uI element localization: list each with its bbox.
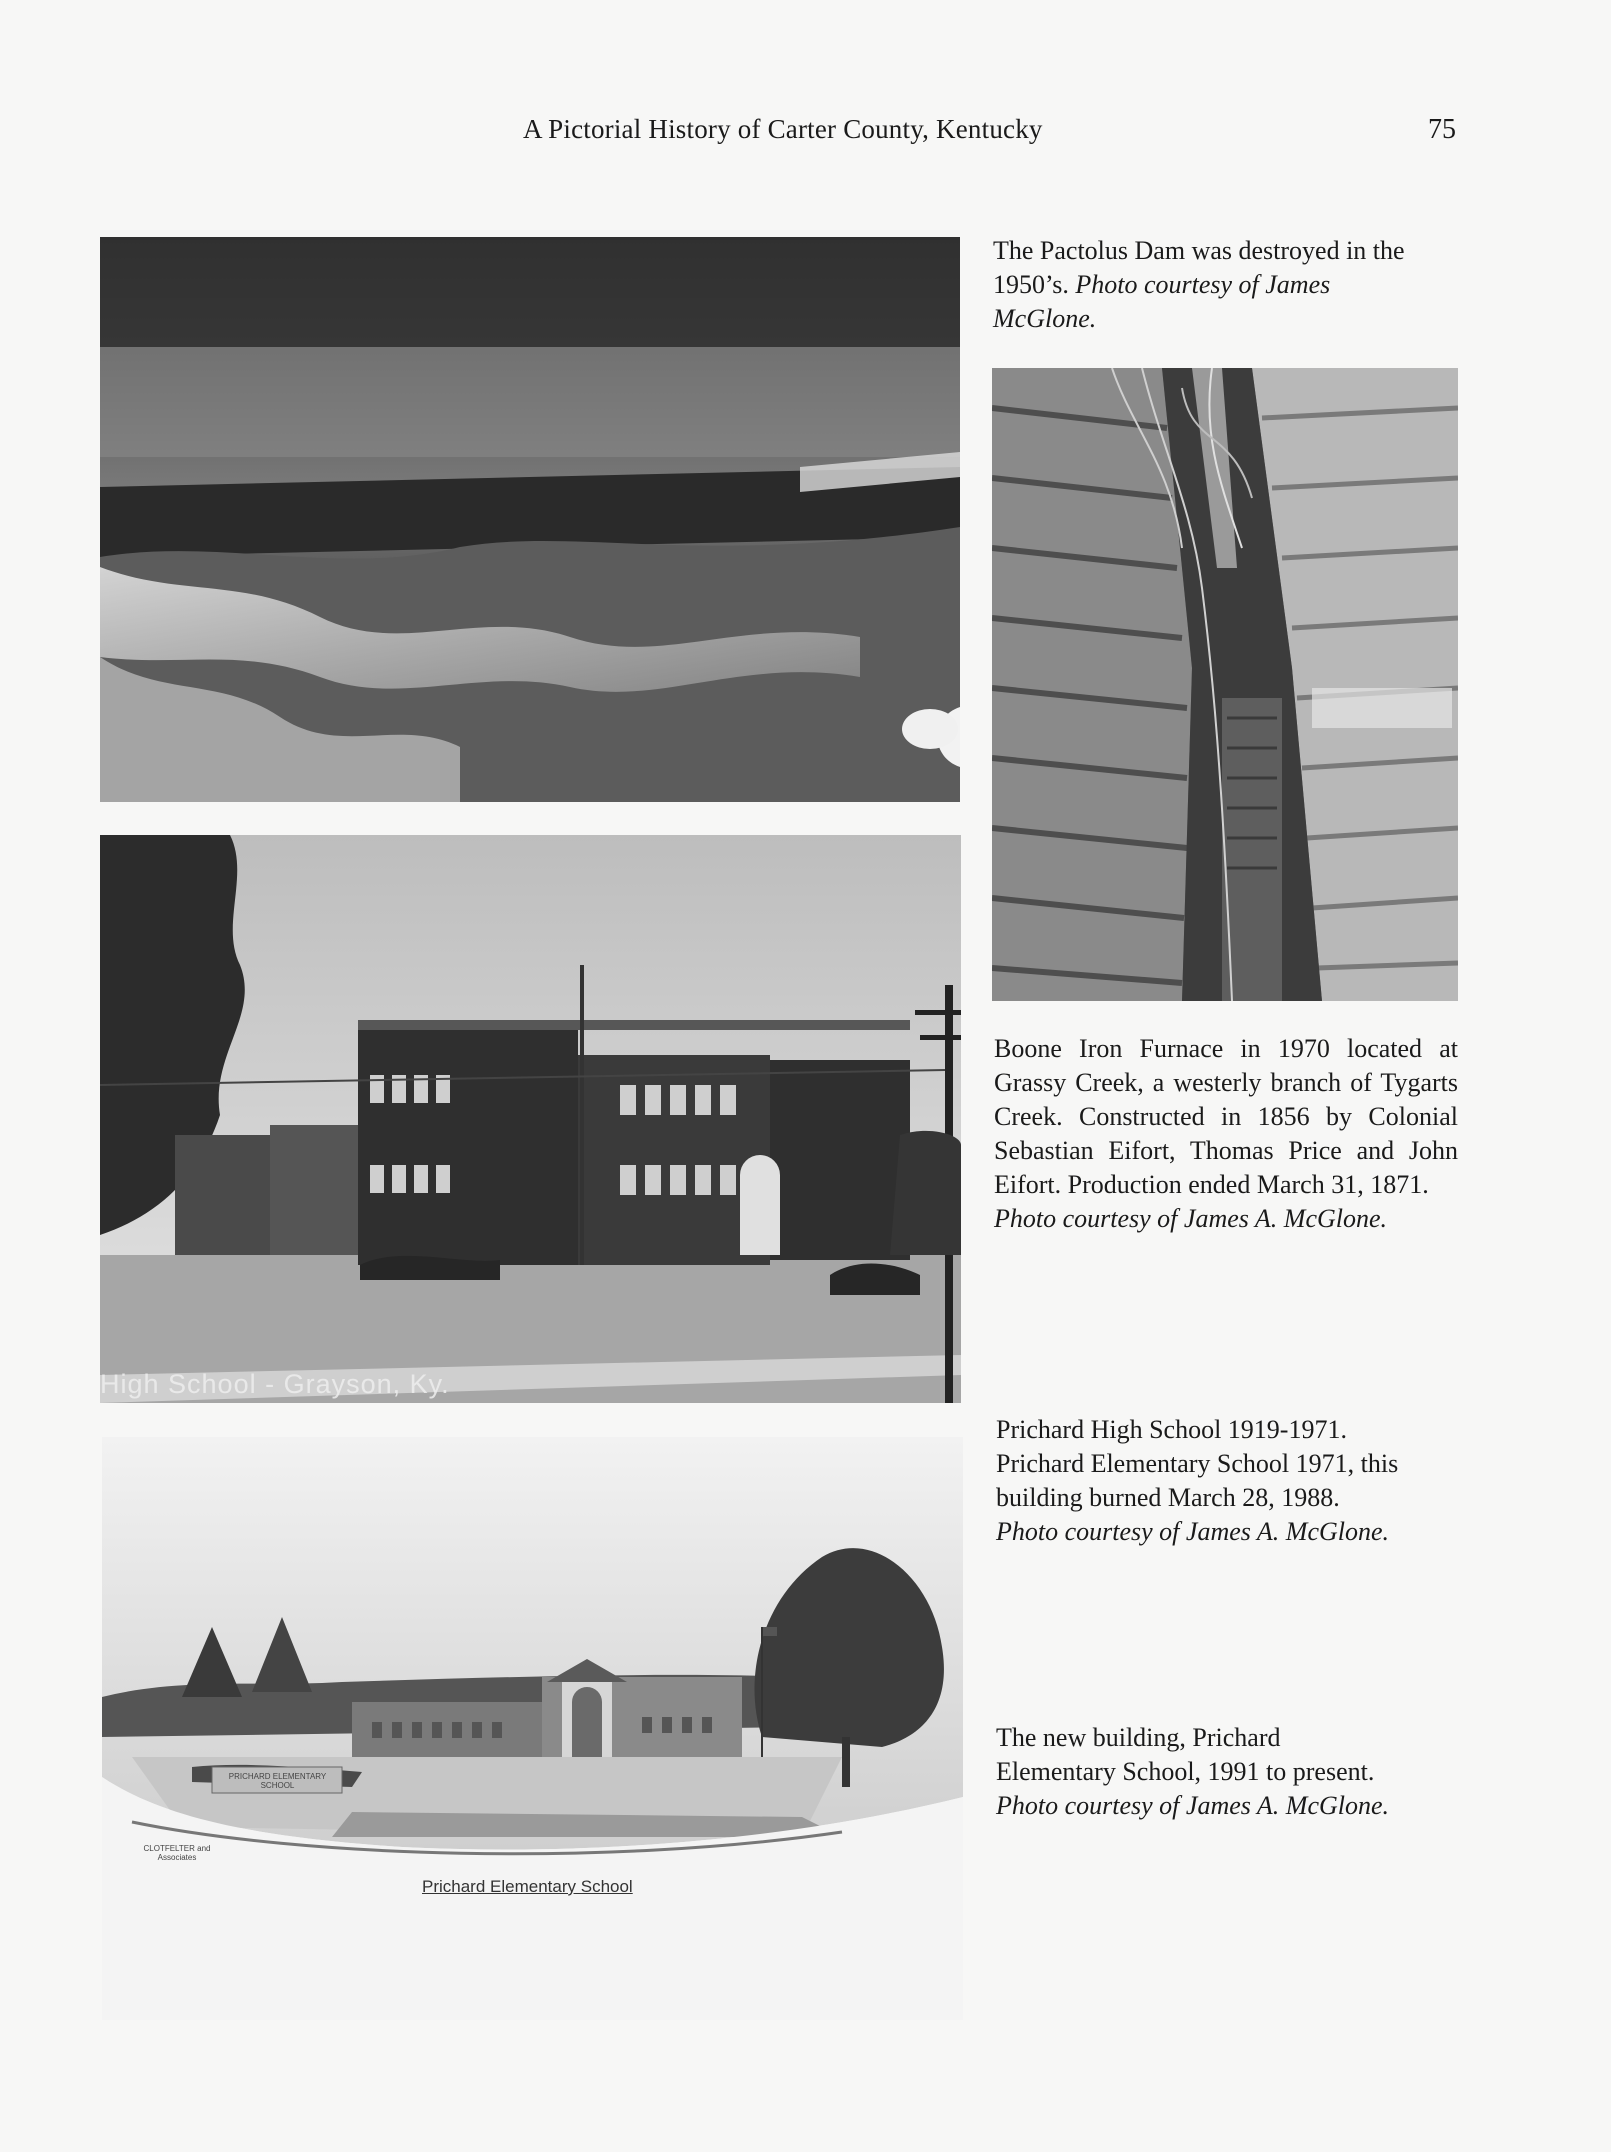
dam-caption-year: 1950’s. <box>993 270 1076 299</box>
high-school-image <box>100 835 961 1403</box>
elementary-caption-line-1: The new building, Prichard <box>996 1723 1281 1752</box>
furnace-caption-text: Boone Iron Furnace in 1970 located at Grassy Creek, a westerly branch of Tygarts Creek. Constructed in 1856 by Colonial Sebastian Eifort, Thomas Price and John Eifort. Production ended March 31, 1871. <box>994 1034 1458 1199</box>
high-school-caption-line-1: Prichard High School 1919-1971. <box>996 1415 1347 1444</box>
elementary-caption-line-2: Elementary School, 1991 to present. <box>996 1757 1375 1786</box>
elementary-image <box>102 1437 963 2020</box>
high-school-overlay-caption: High School - Grayson, Ky. <box>100 1369 450 1399</box>
dam-caption-credit-name: McGlone. <box>993 304 1097 333</box>
high-school-caption-line-2: Prichard Elementary School 1971, this <box>996 1449 1399 1478</box>
elementary-caption-credit: Photo courtesy of James A. McGlone. <box>996 1791 1390 1820</box>
dam-caption-credit: Photo courtesy of James <box>1075 270 1331 299</box>
elementary-rendering <box>102 1437 963 2020</box>
dam-image <box>100 237 960 802</box>
high-school-caption-line-3: building burned March 28, 1988. <box>996 1483 1340 1512</box>
dam-caption <box>993 234 1453 336</box>
running-title: A Pictorial History of Carter County, Kentucky <box>523 114 1043 144</box>
high-school-caption-credit: Photo courtesy of James A. McGlone. <box>996 1517 1390 1546</box>
high-school-caption <box>996 1413 1466 1549</box>
furnace-photo <box>992 368 1458 1001</box>
furnace-caption <box>994 1032 1458 1236</box>
dam-caption-line-1: The Pactolus Dam was destroyed in the <box>993 236 1405 265</box>
furnace-image <box>992 368 1458 1001</box>
elementary-caption <box>996 1721 1466 1823</box>
architect-mark: CLOTFELTER and Associates <box>143 1844 211 1862</box>
elementary-rendering-title: Prichard Elementary School <box>422 1877 633 1896</box>
dam-caption-line-2 <box>993 268 1453 302</box>
dam-photo <box>100 237 960 802</box>
high-school-photo <box>100 835 961 1403</box>
rendering-sign-label: PRICHARD ELEMENTARY SCHOOL <box>228 1772 327 1790</box>
furnace-caption-credit: Photo courtesy of James A. McGlone. <box>994 1204 1388 1233</box>
page-number: 75 <box>1428 114 1456 145</box>
